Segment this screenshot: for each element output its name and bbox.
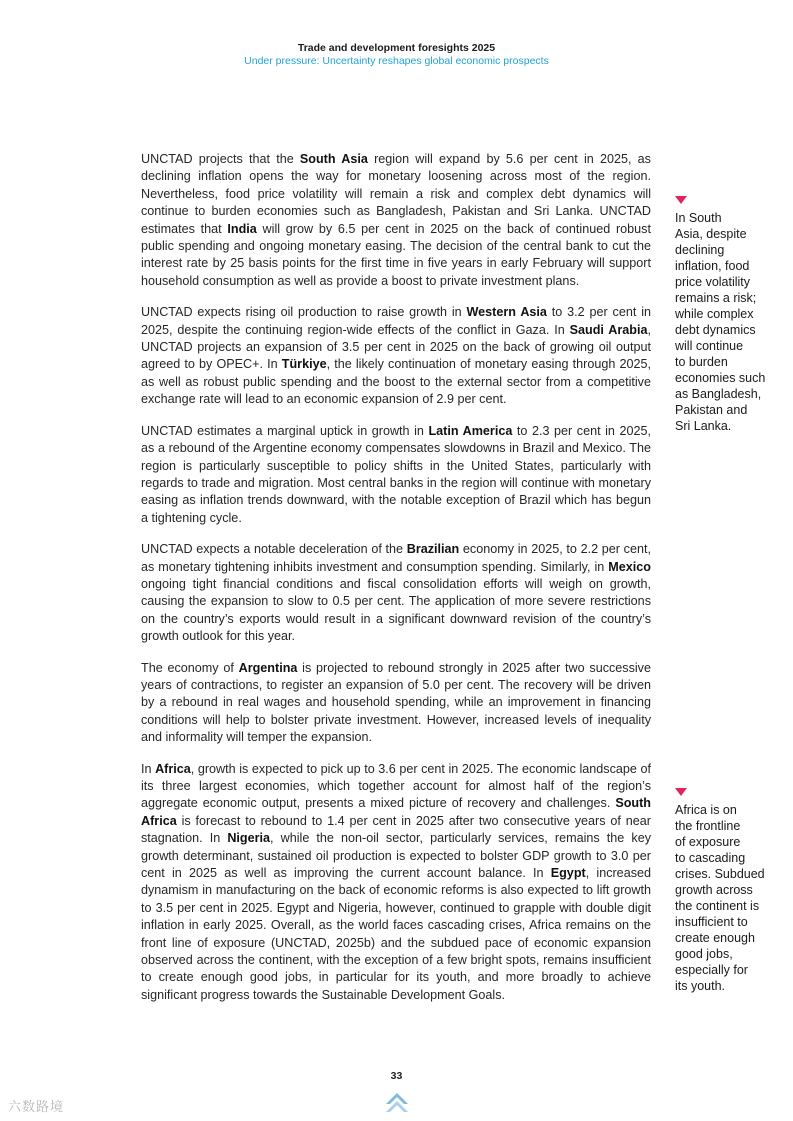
page-number: 33 xyxy=(390,1070,403,1082)
bold-term: Brazilian xyxy=(406,542,460,557)
body-paragraph xyxy=(141,660,651,747)
bold-term: Egypt xyxy=(550,866,586,881)
callout-text xyxy=(675,210,780,434)
text-run: UNCTAD expects rising oil production to raise growth in xyxy=(141,305,467,320)
callout-line: especially for xyxy=(675,963,748,977)
callout-line: Asia, despite xyxy=(675,227,747,241)
text-run: ongoing tight financial conditions and fiscal consolidation efforts will weigh on growth, causing the expansion to slow to 0.5 per cent. The application of more severe restrictions on the country’s exports would result in a significant downward revision of the country’s growth outlook for this year. xyxy=(141,576,651,644)
text-run: will grow by 6.5 per cent in 2025 on the back of continued robust public spending and ongoing monetary easing. The decision of the central bank to cut the interest rate by 25 basis points for the first time in five years in early February will support household consumption as well as provide a boost to private investment plans. xyxy=(141,221,651,288)
callout-line: declining xyxy=(675,243,725,257)
body-paragraph xyxy=(141,541,651,645)
callout-line: will continue xyxy=(675,339,744,353)
bold-term: South Asia xyxy=(299,152,368,166)
text-run: In xyxy=(141,761,156,776)
callout-line: good jobs, xyxy=(675,947,733,961)
text-run: , increased dynamism in manufacturing on the back of economic reforms is also expected to lift growth to 3.5 per cent in 2025. Egypt and Nigeria, however, continued to grapple with double digit inflation in early 2025. Overall, as the world faces cascading crises, Africa remains on the front line of exposure (UNCTAD, 2025b) and the subdued pace of economic expansion observed across the continent, with the exception of a few bright spots, remains insufficient to create enough good jobs, in particular for its youth, and more broadly to achieve significant progress towards the Sustainable Development Goals. xyxy=(141,866,651,1002)
bold-term: Argentina xyxy=(238,660,298,675)
bold-term: Western Asia xyxy=(466,305,547,320)
triangle-marker-icon xyxy=(675,788,687,796)
report-title: Trade and development foresights 2025 xyxy=(297,42,496,54)
callout-line: In South xyxy=(675,211,722,225)
text-run: , the likely continuation of monetary easing through 2025, as well as robust public spending and the boost to the external sector from a competitive exchange rate will lead to an economic expansion of 2.9 per cent. xyxy=(141,357,651,407)
callout-line: as Bangladesh, xyxy=(675,387,762,401)
text-run: , UNCTAD projects an expansion of 3.5 per cent in 2025 on the back of growing oil output agreed to by OPEC+. In xyxy=(141,322,651,372)
callout-line: Sri Lanka. xyxy=(675,419,732,433)
bold-term: India xyxy=(227,221,257,236)
body-paragraph xyxy=(141,761,651,1005)
callout-line: the continent is xyxy=(675,899,760,913)
callout-africa xyxy=(675,788,780,994)
text-run: to 2.3 per cent in 2025, as a rebound of the Argentine economy compensates slowdowns in Brazil and Mexico. The region is particularly susceptible to policy shifts in the United States, particularly with regards to trade and migration. Most central banks in the region will continue with monetary easing as inflation trends downward, with the notable exception of Brazil which has begun a tightening cycle. xyxy=(141,423,651,525)
body-paragraph xyxy=(141,304,651,408)
back-to-top-icon[interactable] xyxy=(384,1090,410,1114)
callout-line: inflation, food xyxy=(675,259,750,273)
callout-line: debt dynamics xyxy=(675,323,756,337)
callout-line: remains a risk; xyxy=(675,291,757,305)
body-paragraph xyxy=(141,151,651,290)
bold-term: Mexico xyxy=(608,559,651,574)
text-run: region will expand by 5.6 per cent in 2025, as declining inflation opens the way for monetary loosening across most of the region. Nevertheless, food price volatility will remain a risk and complex debt dynamics will continue to burden economies such as Bangladesh, Pakistan and Sri Lanka. UNCTAD estimates that xyxy=(141,152,651,236)
callout-line: its youth. xyxy=(675,979,726,993)
text-run: UNCTAD projects that the xyxy=(141,152,300,166)
triangle-marker-icon xyxy=(675,196,687,204)
text-run: UNCTAD expects a notable deceleration of the xyxy=(141,542,407,557)
callout-line: price volatility xyxy=(675,275,751,289)
callout-line: to cascading xyxy=(675,851,746,865)
callout-text xyxy=(675,802,780,994)
callout-line: of exposure xyxy=(675,835,741,849)
text-run: is forecast to rebound to 1.4 per cent in 2025 after two consecutive years of near stagnation. In xyxy=(141,813,651,846)
text-run: UNCTAD estimates a marginal uptick in growth in xyxy=(141,423,429,438)
text-run: economy in 2025, to 2.2 per cent, as monetary tightening inhibits investment and consumption spending. Similarly, in xyxy=(141,542,651,574)
report-subtitle: Under pressure: Uncertainty reshapes global economic prospects xyxy=(244,55,549,67)
callout-line: the frontline xyxy=(675,819,741,833)
callout-line: Africa is on xyxy=(675,803,737,817)
bold-term: Nigeria xyxy=(227,831,271,846)
bold-term: Africa xyxy=(155,761,191,776)
callout-line: crises. Subdued xyxy=(675,867,765,881)
page-header xyxy=(0,42,793,68)
bold-term: Türkiye xyxy=(281,357,327,372)
bold-term: South Africa xyxy=(141,796,651,828)
callout-line: economies such xyxy=(675,371,766,385)
watermark: 六数路境 xyxy=(8,1099,65,1114)
body-paragraph xyxy=(141,423,651,527)
callout-line: create enough xyxy=(675,931,755,945)
callout-line: to burden xyxy=(675,355,728,369)
text-run: , growth is expected to pick up to 3.6 per cent in 2025. The economic landscape of its three largest economies, which together account for almost half of the region’s aggregate economic output, presents a mixed picture of recovery and challenges. xyxy=(141,761,651,811)
text-run: , while the non-oil sector, particularly services, remains the key growth determinant, sustained oil production is expected to bolster GDP growth to 3.0 per cent in 2025 as well as improving the current account balance. In xyxy=(141,831,651,881)
text-run: is projected to rebound strongly in 2025 after two successive years of contractions, to register an expansion of 5.0 per cent. The recovery will be driven by a rebound in real wages and household spending, while an improvement in financing conditions will help to bolster private investment. However, increased levels of inequality and informality will temper the expansion. xyxy=(141,660,651,745)
callout-line: insufficient to xyxy=(675,915,748,929)
bold-term: Saudi Arabia xyxy=(569,322,648,337)
callout-line: growth across xyxy=(675,883,753,897)
callout-line: Pakistan and xyxy=(675,403,748,417)
bold-term: Latin America xyxy=(428,423,513,438)
text-run: to 3.2 per cent in 2025, despite the continuing region-wide effects of the conflict in Gaza. In xyxy=(141,305,651,337)
text-run: The economy of xyxy=(141,660,239,675)
callout-south-asia xyxy=(675,196,780,434)
main-text-column xyxy=(141,151,651,1018)
callout-line: while complex xyxy=(675,307,754,321)
